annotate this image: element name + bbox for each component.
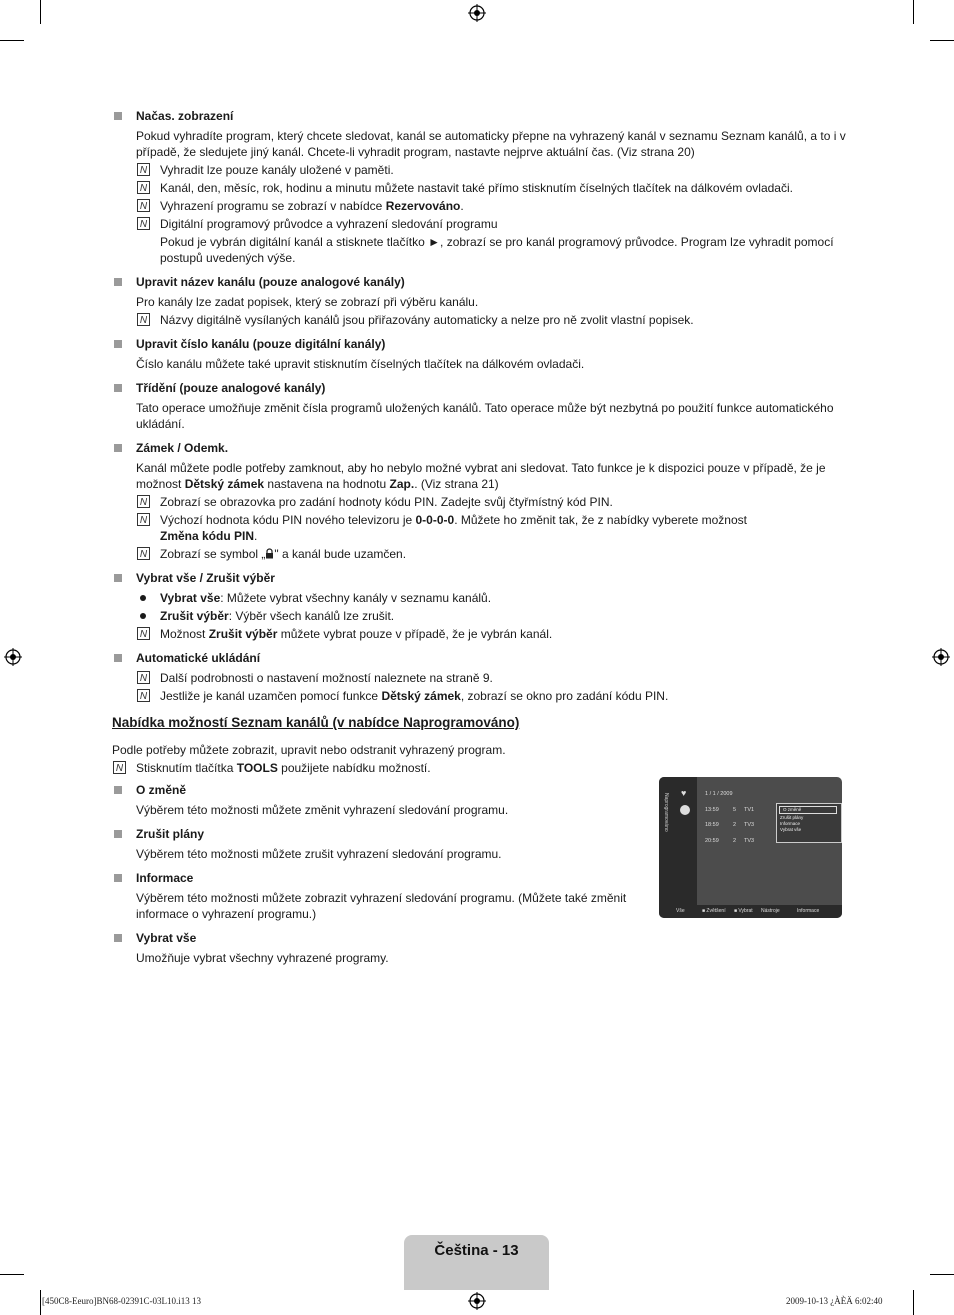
- square-bullet-icon: [114, 934, 122, 942]
- note-icon: [137, 181, 150, 194]
- note: N Možnost Zrušit výběr můžete vybrat pouze v případě, že je vybrán kanál.: [112, 626, 847, 642]
- square-bullet-icon: [114, 654, 122, 662]
- section-title: Načas. zobrazení: [112, 108, 847, 124]
- tv-row: 20:59 2 TV3: [705, 838, 755, 844]
- section-title: Automatické ukládání: [112, 650, 847, 666]
- paragraph: Výběrem této možnosti můžete zobrazit vyhrazení sledování programu. (Můžete také změnit informace o vyhrazení programu.): [136, 891, 627, 921]
- square-bullet-icon: [114, 830, 122, 838]
- list-item: Vybrat vše: Můžete vybrat všechny kanály v seznamu kanálů.: [112, 590, 847, 606]
- svg-text:N: N: [115, 763, 124, 774]
- section-title: Upravit číslo kanálu (pouze digitální kanály): [112, 336, 847, 352]
- section-title: Zrušit plány: [112, 826, 642, 842]
- sub-paragraph: Pokud je vybrán digitální kanál a stisknete tlačítko ►, zobrazí se pro kanál programový průvodce. Program lze vyhradit pomocí postupů uvedených výše.: [160, 235, 834, 265]
- heart-icon: ♥: [681, 788, 687, 798]
- square-bullet-icon: [114, 384, 122, 392]
- tv-menu-item[interactable]: Vybrat vše: [780, 827, 802, 832]
- note: N Vyhradit lze pouze kanály uložené v paměti.: [112, 162, 847, 178]
- svg-text:N: N: [139, 165, 148, 176]
- note-icon: [137, 513, 150, 526]
- note-icon: [137, 689, 150, 702]
- section-title: Upravit název kanálu (pouze analogové kanály): [112, 274, 847, 290]
- note: N Výchozí hodnota kódu PIN nového televizoru je 0-0-0-0. Můžete ho změnit tak, že z nabídky vyberete možnost Změna kódu PIN.: [112, 512, 847, 544]
- tv-sidebar-label: Naprogramováno: [663, 793, 669, 832]
- note-icon: [137, 313, 150, 326]
- crop-mark: [0, 1274, 24, 1275]
- svg-text:N: N: [139, 629, 148, 640]
- print-imprint: [450C8-Eeuro]BN68-02391C-03L10.i13 13: [42, 1296, 201, 1306]
- note: N Zobrazí se symbol „ " a kanál bude uzamčen.: [112, 546, 847, 562]
- note: N Stisknutím tlačítka TOOLS použijete nabídku možností.: [112, 760, 847, 776]
- section-title: O změně: [112, 782, 642, 798]
- section-title: Vybrat vše: [112, 930, 642, 946]
- note: N Kanál, den, měsíc, rok, hodinu a minutu můžete nastavit také přímo stisknutím číselných tlačítek na dálkovém ovladači.: [112, 180, 847, 196]
- section-title: Vybrat vše / Zrušit výběr: [112, 570, 847, 586]
- paragraph: Pro kanály lze zadat popisek, který se zobrazí při výběru kanálu.: [136, 295, 479, 309]
- note: N Zobrazí se obrazovka pro zadání hodnoty kódu PIN. Zadejte svůj čtyřmístný kód PIN.: [112, 494, 847, 510]
- page-number-tab: [404, 1235, 549, 1290]
- section-heading: Nabídka možností Seznam kanálů (v nabídce Naprogramováno): [112, 715, 520, 730]
- note-icon: [137, 671, 150, 684]
- note: N Další podrobnosti o nastavení možností naleznete na straně 9.: [112, 670, 847, 686]
- crop-mark: [930, 40, 954, 41]
- note-icon: [113, 761, 126, 774]
- paragraph: Kanál můžete podle potřeby zamknout, aby ho nebylo možné vybrat ani sledovat. Tato funkce je k dispozici pouze v případě, že je možnost Dětský zámek nastavena na hodnotu Zap.. (Viz strana 21): [136, 461, 826, 491]
- square-bullet-icon: [114, 874, 122, 882]
- square-bullet-icon: [114, 574, 122, 582]
- crop-mark: [40, 0, 41, 24]
- note-icon: [137, 627, 150, 640]
- square-bullet-icon: [114, 278, 122, 286]
- square-bullet-icon: [114, 444, 122, 452]
- bullet-dot-icon: [140, 613, 146, 619]
- crop-mark: [0, 40, 24, 41]
- tv-bar-item: ■ Zvětšení: [702, 908, 726, 914]
- crop-mark: [40, 1290, 41, 1315]
- svg-text:N: N: [139, 515, 148, 526]
- crop-mark: [913, 0, 914, 24]
- paragraph: Výběrem této možnosti můžete změnit vyhrazení sledování programu.: [136, 803, 509, 817]
- section-title: Informace: [112, 870, 642, 886]
- square-bullet-icon: [114, 786, 122, 794]
- tv-options-menu: [776, 803, 842, 843]
- crop-mark: [913, 1290, 914, 1315]
- svg-text:N: N: [139, 183, 148, 194]
- tv-bottom-bar: [659, 905, 842, 918]
- list-item: Zrušit výběr: Výběr všech kanálů lze zrušit.: [112, 608, 847, 624]
- svg-text:N: N: [139, 549, 148, 560]
- paragraph: Tato operace umožňuje změnit čísla programů uložených kanálů. Tato operace může být nezbytná po použití funkce automatického ukládání.: [136, 401, 834, 431]
- section-title: Třídění (pouze analogové kanály): [112, 380, 847, 396]
- paragraph: Pokud vyhradíte program, který chcete sledovat, kanál se automaticky přepne na vyhrazený kanál v seznamu Seznam kanálů, a to i v případě, že sledujete jiný kanál. Chcete-li vyhradit program, nastavte nejprve aktuální čas. (Viz strana 20): [136, 129, 846, 159]
- note-icon: [137, 199, 150, 212]
- svg-text:N: N: [139, 201, 148, 212]
- square-bullet-icon: [114, 340, 122, 348]
- svg-text:N: N: [139, 673, 148, 684]
- registration-mark-icon: [932, 648, 950, 666]
- note: N Digitální programový průvodce a vyhrazení sledování programu: [112, 216, 847, 232]
- registration-mark-icon: [468, 4, 486, 22]
- tv-bar-item: Nástroje: [761, 908, 780, 914]
- tv-bar-item: Vše: [676, 908, 685, 914]
- svg-text:N: N: [139, 691, 148, 702]
- page-number: Čeština - 13: [434, 1242, 519, 1259]
- bullet-dot-icon: [140, 595, 146, 601]
- note: N Názvy digitálně vysílaných kanálů jsou přiřazovány automaticky a nelze pro ně zvolit vlastní popisek.: [112, 312, 847, 328]
- crop-mark: [930, 1274, 954, 1275]
- tv-screenshot: [659, 777, 842, 918]
- tv-sidebar: [659, 777, 697, 905]
- registration-mark-icon: [4, 648, 22, 666]
- svg-text:N: N: [139, 219, 148, 230]
- clock-icon: [680, 805, 690, 815]
- note-icon: [137, 547, 150, 560]
- paragraph: Umožňuje vybrat všechny vyhrazené programy.: [136, 951, 389, 965]
- tv-bar-item: Informace: [797, 908, 820, 914]
- note: N Vyhrazení programu se zobrazí v nabídce Rezervováno.: [112, 198, 847, 214]
- note-icon: [137, 163, 150, 176]
- square-bullet-icon: [114, 112, 122, 120]
- tv-row: 18:59 2 TV3: [705, 822, 755, 828]
- note-icon: [137, 495, 150, 508]
- note-icon: [137, 217, 150, 230]
- svg-text:N: N: [139, 315, 148, 326]
- paragraph: Výběrem této možnosti můžete zrušit vyhrazení sledování programu.: [136, 847, 502, 861]
- section-title: Zámek / Odemk.: [112, 440, 847, 456]
- paragraph: Podle potřeby můžete zobrazit, upravit nebo odstranit vyhrazený program.: [112, 743, 506, 757]
- paragraph: Číslo kanálu můžete také upravit stisknutím číselných tlačítek na dálkovém ovladači.: [136, 357, 585, 371]
- print-timestamp: 2009-10-13 ¿ÀÈÄ 6:02:40: [786, 1296, 883, 1306]
- svg-text:N: N: [139, 497, 148, 508]
- tv-bar-item: ■ Vybrat: [734, 908, 753, 914]
- registration-mark-icon: [468, 1292, 486, 1310]
- note: N Jestliže je kanál uzamčen pomocí funkce Dětský zámek, zobrazí se okno pro zadání kódu PIN.: [112, 688, 847, 704]
- tv-date: 1 / 1 / 2009: [705, 791, 733, 797]
- tv-menu-item[interactable]: Informace: [780, 821, 801, 826]
- tv-menu-item[interactable]: Zrušit plány: [780, 815, 804, 820]
- tv-row: 13:59 5 TV1: [705, 807, 755, 813]
- tv-menu-item[interactable]: O změně: [779, 806, 837, 814]
